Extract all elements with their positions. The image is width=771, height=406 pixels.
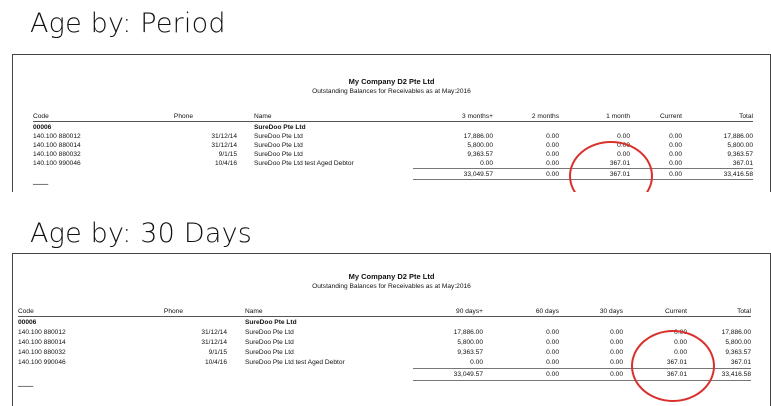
row-value-30-days: 0.00: [610, 339, 623, 346]
report-subtitle: Outstanding Balances for Receivables as at May:2016: [312, 88, 471, 95]
total-90-days: 33,049.57: [453, 371, 483, 378]
row-code: 140.100 990046: [18, 359, 66, 366]
row-value-total: 367.01: [732, 160, 753, 167]
col-header-code: Code: [33, 113, 49, 120]
col-header-60-days: 60 days: [535, 308, 559, 315]
row-value-current: 0.00: [669, 133, 682, 140]
row-code: 140.100 880014: [18, 339, 66, 346]
row-value-total: 9,363.57: [727, 151, 753, 158]
row-name: SureDoo Pte Ltd: [254, 142, 303, 149]
row-value-3-months: 5,800.00: [467, 142, 493, 149]
col-header-name: Name: [254, 113, 272, 120]
col-header-phone: Phone: [173, 113, 193, 120]
row-date: 31/12/14: [211, 142, 237, 149]
row-date: 9/1/15: [208, 349, 227, 356]
total-1-month: 367.01: [609, 171, 630, 178]
row-value-90-days: 17,886.00: [453, 329, 483, 336]
row-value-1-month: 0.00: [617, 142, 630, 149]
row-value-3-months: 17,886.00: [463, 133, 493, 140]
row-name: SureDoo Pte Ltd: [245, 329, 294, 336]
row-value-current: 0.00: [674, 349, 687, 356]
row-value-60-days: 0.00: [546, 359, 559, 366]
row-value-60-days: 0.00: [546, 349, 559, 356]
row-date: 10/4/16: [205, 359, 227, 366]
col-header-phone: Phone: [163, 308, 183, 315]
row-value-90-days: 0.00: [470, 359, 483, 366]
row-name: SureDoo Pte Ltd test Aged Debtor: [245, 359, 345, 366]
row-code: 140.100 880012: [18, 329, 66, 336]
row-value-total: 17,886.00: [721, 329, 751, 336]
row-value-3-months: 9,363.57: [467, 151, 493, 158]
totals-underline: [413, 179, 753, 180]
row-value-2-months: 0.00: [546, 142, 559, 149]
row-value-total: 367.01: [730, 359, 751, 366]
row-value-3-months: 0.00: [480, 160, 493, 167]
row-date: 10/4/16: [215, 160, 237, 167]
total-2-months: 0.00: [546, 171, 559, 178]
row-value-60-days: 0.00: [546, 329, 559, 336]
row-value-current: 0.00: [669, 160, 682, 167]
row-value-1-month: 0.00: [617, 133, 630, 140]
col-header-total: Total: [739, 113, 753, 120]
group-code: 00006: [18, 319, 37, 326]
row-value-60-days: 0.00: [546, 339, 559, 346]
row-name: SureDoo Pte Ltd test Aged Debtor: [254, 160, 354, 167]
col-header-code: Code: [18, 308, 34, 315]
row-value-2-months: 0.00: [546, 151, 559, 158]
group-code: 00006: [33, 124, 52, 131]
row-value-1-month: 0.00: [617, 151, 630, 158]
row-value-total: 17,886.00: [723, 133, 753, 140]
header-divider: [33, 121, 753, 122]
total-3-months: 33,049.57: [463, 171, 493, 178]
row-code: 140.100 990046: [33, 160, 81, 167]
row-name: SureDoo Pte Ltd: [254, 133, 303, 140]
row-date: 31/12/14: [201, 339, 227, 346]
row-value-total: 5,800.00: [727, 142, 753, 149]
row-value-current: 0.00: [674, 329, 687, 336]
totals-divider: [413, 368, 751, 369]
row-value-current: 0.00: [669, 151, 682, 158]
group-name: SureDoo Pte Ltd: [245, 319, 297, 326]
cutoff-text: ▔▔▔: [18, 387, 34, 394]
total-60-days: 0.00: [546, 371, 559, 378]
total-total: 33,416.58: [723, 171, 753, 178]
row-name: SureDoo Pte Ltd: [245, 339, 294, 346]
company-title: My Company D2 Pte Ltd: [348, 272, 435, 281]
row-value-1-month: 367.01: [609, 160, 630, 167]
row-value-2-months: 0.00: [546, 133, 559, 140]
row-value-total: 9,363.57: [725, 349, 751, 356]
row-code: 140.100 880012: [33, 133, 81, 140]
row-name: SureDoo Pte Ltd: [254, 151, 303, 158]
col-header-name: Name: [245, 308, 263, 315]
total-30-days: 0.00: [610, 371, 623, 378]
row-value-current: 367.01: [666, 359, 687, 366]
report-subtitle: Outstanding Balances for Receivables as at May:2016: [312, 283, 471, 290]
company-title: My Company D2 Pte Ltd: [348, 77, 435, 86]
col-header-1-month: 1 month: [606, 113, 630, 120]
row-name: SureDoo Pte Ltd: [245, 349, 294, 356]
report-panel-30-days: [12, 253, 771, 406]
totals-underline: [413, 380, 751, 381]
row-code: 140.100 880032: [18, 349, 66, 356]
row-value-total: 5,800.00: [725, 339, 751, 346]
row-value-30-days: 0.00: [610, 349, 623, 356]
row-value-current: 0.00: [669, 142, 682, 149]
total-total: 33,416.58: [721, 371, 751, 378]
col-header-current: Current: [660, 113, 682, 120]
col-header-2-months: 2 months: [531, 113, 559, 120]
row-date: 31/12/14: [211, 133, 237, 140]
row-value-90-days: 5,800.00: [457, 339, 483, 346]
totals-divider: [413, 168, 753, 169]
row-date: 31/12/14: [201, 329, 227, 336]
cutoff-text: ▔▔▔: [33, 185, 49, 192]
report-panel-period: [12, 54, 771, 192]
header-divider: [18, 316, 751, 317]
row-value-90-days: 9,363.57: [457, 349, 483, 356]
row-value-current: 0.00: [674, 339, 687, 346]
row-value-30-days: 0.00: [610, 359, 623, 366]
total-current: 0.00: [669, 171, 682, 178]
col-header-3-months: 3 months+: [462, 113, 493, 120]
row-code: 140.100 880032: [33, 151, 81, 158]
group-name: SureDoo Pte Ltd: [254, 124, 306, 131]
section-heading-period: Age by: Period: [30, 8, 226, 39]
col-header-current: Current: [665, 308, 687, 315]
row-code: 140.100 880014: [33, 142, 81, 149]
col-header-total: Total: [737, 308, 751, 315]
total-current: 367.01: [666, 371, 687, 378]
col-header-30-days: 30 days: [599, 308, 623, 315]
col-header-90-days: 90 days+: [456, 308, 483, 315]
row-value-2-months: 0.00: [546, 160, 559, 167]
row-date: 9/1/15: [218, 151, 237, 158]
section-heading-30-days: Age by: 30 Days: [30, 218, 253, 249]
row-value-30-days: 0.00: [610, 329, 623, 336]
